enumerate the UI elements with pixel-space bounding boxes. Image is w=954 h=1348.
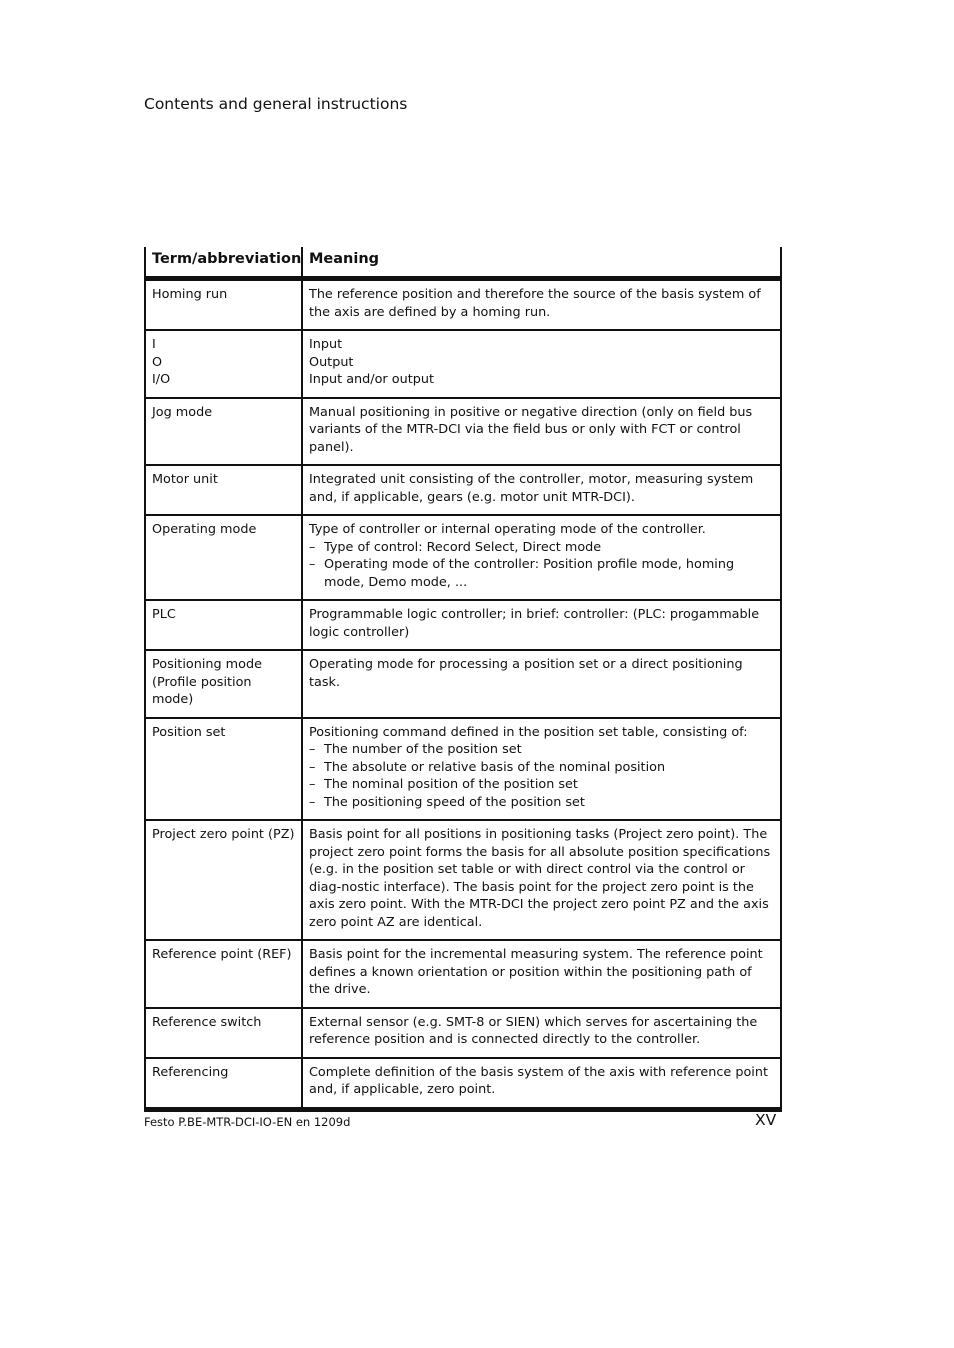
meaning-text: Basis point for the incremental measuring system. The reference point defines a known orientation or position within the positioning path of the drive. [309,947,763,997]
term-cell [145,279,302,331]
term-text: Homing run [152,287,228,302]
term-cell [145,1058,302,1110]
meaning-cell [302,465,781,515]
term-text: Position set [152,724,226,740]
table-row [145,820,781,940]
meaning-bullet-item [309,794,774,812]
meaning-bullet-item [309,539,774,557]
meaning-bullet-item [309,759,774,777]
table-row [145,330,781,398]
table-row [145,465,781,515]
term-cell [145,718,302,821]
term-cell [145,1008,302,1058]
term-text: I/O [152,372,171,387]
meaning-cell [302,600,781,650]
meaning-cell [302,279,781,331]
meaning-cell [302,398,781,466]
page-header: Contents and general instructions [144,95,408,113]
table-row [145,279,781,331]
meaning-text: Manual positioning in positive or negative direction (only on field bus variants of the MTR-DCI via the field bus or only with FCT or control panel). [309,404,753,455]
table-header-row [145,247,781,279]
table-row [145,718,781,821]
term-text: Project zero point (PZ) [152,827,295,842]
term-cell [145,650,302,718]
term-text: (Profile position mode) [152,674,252,707]
table-row [145,515,781,600]
table-row [145,1058,781,1110]
meaning-cell [302,1008,781,1058]
term-text: Referencing [152,1064,229,1080]
meaning-cell [302,330,781,398]
meaning-text: Complete definition of the basis system of the axis with reference point and, if applicable, zero point. [309,1064,768,1097]
meaning-text: Positioning command defined in the position set table, consisting of: [309,724,748,740]
bullet-text: The positioning speed of the position set [324,794,585,810]
term-text: Operating mode [152,522,257,537]
meaning-text: Input and/or output [309,372,434,387]
meaning-text: Output [309,354,354,370]
meaning-cell [302,718,781,821]
bullet-text: The number of the position set [324,742,522,757]
term-text: Jog mode [152,404,213,420]
footer-doc-id: Festo P.BE-MTR-DCI-IO-EN en 1209d [144,1115,351,1129]
bullet-text: The nominal position of the position set [324,777,578,792]
meaning-bullet-item [309,741,774,759]
term-cell [145,398,302,466]
term-text: Motor unit [152,472,218,487]
term-cell [145,940,302,1008]
meaning-text: Type of controller or internal operating mode of the controller. [309,522,706,537]
meaning-bullet-item [309,776,774,794]
term-text: O [152,354,163,370]
bullet-text: Operating mode of the controller: Position profile mode, homing mode, Demo mode, ... [324,557,735,590]
glossary-table-container [144,247,780,1112]
table-row [145,600,781,650]
meaning-text: Operating mode for processing a position set or a direct positioning task. [309,657,743,690]
meaning-text: External sensor (e.g. SMT-8 or SIEN) which serves for ascertaining the reference position and is connected directly to the controller. [309,1014,758,1047]
bullet-text: The absolute or relative basis of the nominal position [324,759,666,775]
meaning-cell [302,940,781,1008]
meaning-bullet-item [309,556,774,591]
dash-bullet-marker: – [309,557,316,572]
term-cell [145,820,302,940]
term-text: Positioning mode [152,657,262,672]
term-cell [145,515,302,600]
term-text: Reference switch [152,1014,262,1030]
column-header-meaning: Meaning [302,247,781,279]
table-row [145,650,781,718]
meaning-cell [302,820,781,940]
meaning-text: Basis point for all positions in positioning tasks (Project zero point). The project zero point forms the basis for all absolute position specifications (e.g. in the position set table or with direct control via the control or diag-nostic interface). The basis point for the project zero point is the axis zero point. With the MTR-DCI the project zero point PZ and the axis zero point AZ are identical. [309,827,771,930]
dash-bullet-marker: – [309,539,316,555]
table-row [145,1008,781,1058]
dash-bullet-marker: – [309,742,316,757]
term-text: PLC [152,607,176,622]
dash-bullet-marker: – [309,759,316,775]
meaning-cell [302,650,781,718]
term-text: I [152,337,156,352]
term-cell [145,465,302,515]
table-row [145,940,781,1008]
term-cell [145,600,302,650]
glossary-table [144,247,782,1112]
term-text: Reference point (REF) [152,947,292,962]
dash-bullet-marker: – [309,794,316,810]
term-cell [145,330,302,398]
footer-page-number: XV [755,1111,777,1129]
meaning-text: Programmable logic controller; in brief: controller: (PLC: progammable logic controller) [309,607,760,640]
table-body [145,279,781,1110]
meaning-text: The reference position and therefore the source of the basis system of the axis are defined by a homing run. [309,287,761,320]
meaning-text: Integrated unit consisting of the controller, motor, measuring system and, if applicable, gears (e.g. motor unit MTR-DCI). [309,472,754,505]
dash-bullet-marker: – [309,777,316,792]
meaning-cell [302,1058,781,1110]
bullet-text: Type of control: Record Select, Direct mode [324,539,602,555]
meaning-text: Input [309,337,343,352]
meaning-cell [302,515,781,600]
column-header-term: Term/abbreviation [145,247,302,279]
table-row [145,398,781,466]
